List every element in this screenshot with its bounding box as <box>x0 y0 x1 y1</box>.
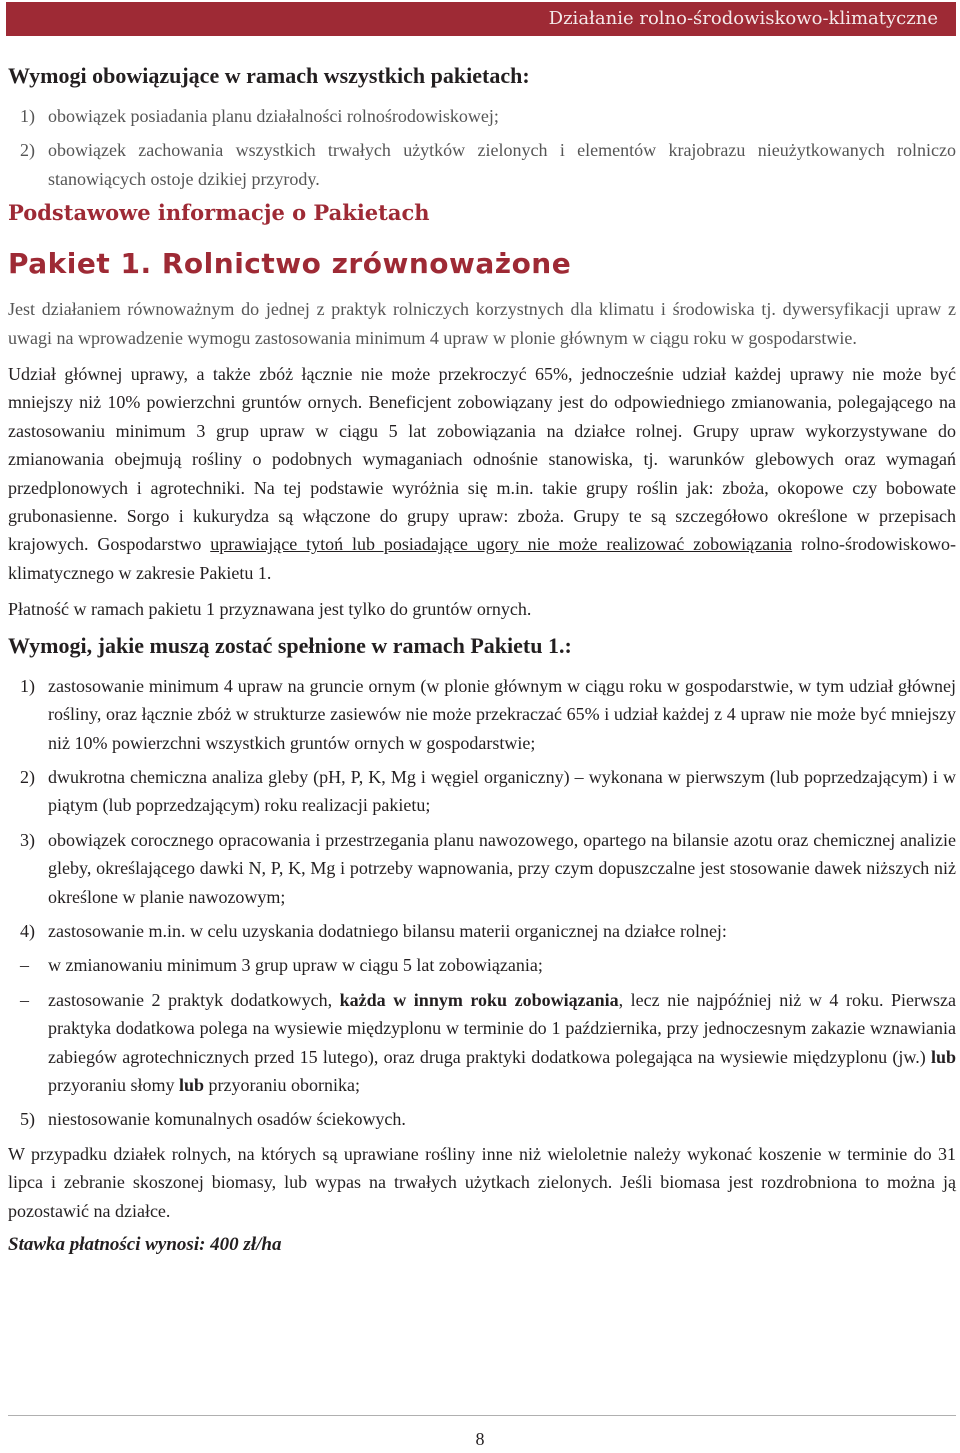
item-number: 2) <box>20 766 35 787</box>
item-number: 3) <box>20 829 35 850</box>
paragraph-text: rolno-środowiskowo-klimatycznego w zakresie Pakietu 1. <box>8 534 957 583</box>
payment-rate: Stawka płatności wynosi: 400 zł/ha <box>8 1234 282 1255</box>
general-requirements-list <box>8 102 956 193</box>
item-text: niestosowanie komunalnych osadów ściekowych. <box>48 1109 406 1130</box>
package-title: Pakiet 1. Rolnictwo zrównoważone <box>8 247 572 281</box>
payment-note: Płatność w ramach pakietu 1 przyznawana jest tylko do gruntów ornych. <box>8 599 532 620</box>
item-text: w zmianowaniu minimum 3 grup upraw w ciągu 5 lat zobowiązania; <box>48 955 543 976</box>
item-number: 5) <box>20 1109 35 1130</box>
header-bar <box>6 2 956 36</box>
item-text: obowiązek posiadania planu działalności rolnośrodowiskowej; <box>48 106 499 126</box>
item-number: 4) <box>20 920 35 941</box>
page-number: 8 <box>475 1429 485 1449</box>
item-text: zastosowanie minimum 4 upraw na gruncie ornym (w plonie głównym w ciągu roku w gospodarstwie, w tym udział głównej rośliny, oraz łącznie zbóż w strukturze zasiewów nie może przekraczać 65% i udział każdej z 4 upraw nie może być mniejszy niż 10% powierzchni wszystkich gruntów ornych w gospodarstwie; <box>48 675 956 753</box>
closing-paragraph: W przypadku działek rolnych, na których są uprawiane rośliny inne niż wieloletnie należy wykonać koszenie w terminie do 31 lipca i zebranie skoszonej biomasy, lub wypas na trwałych użytkach zielonych. Jeśli biomasa jest rozdrobniona to można ją pozostawić na działce. <box>8 1143 956 1221</box>
bold-text: lub <box>178 1074 205 1095</box>
item-text: dwukrotna chemiczna analiza gleby (pH, P, K, Mg i węgiel organiczny) – wykonana w pierwszym (lub poprzedzającym) i w piątym (lub poprzedzającym) roku realizacji pakietu; <box>48 766 956 816</box>
requirements-heading: Wymogi, jakie muszą zostać spełnione w ramach Pakietu 1.: <box>8 632 572 658</box>
general-requirements-heading: Wymogi obowiązujące w ramach wszystkich pakietach: <box>8 63 530 88</box>
header-title: Działanie rolno-środowiskowo-klimatyczne <box>548 8 938 29</box>
list-item <box>8 136 956 193</box>
item-number: 1) <box>20 675 35 696</box>
dash-bullet: – <box>20 989 29 1010</box>
basics-heading: Podstawowe informacje o Pakietach <box>8 200 430 226</box>
package-intro: Jest działaniem równoważnym do jednej z praktyk rolniczych korzystnych dla klimatu i środowiska tj. dywersyfikacji upraw z uwagi na wprowadzenie wymogu zastosowania minimum 4 upraw w plonie głównym w ciągu roku w gospodarstwie. <box>8 299 956 348</box>
footer-divider <box>8 1415 956 1416</box>
dash-bullet: – <box>20 955 29 976</box>
item-text: zastosowanie m.in. w celu uzyskania dodatniego bilansu materii organicznej na działce rolnej: <box>48 920 727 941</box>
bold-text: lub <box>930 1046 956 1067</box>
item-number: 1) <box>20 106 35 126</box>
requirements-list <box>8 672 956 1134</box>
item-number: 2) <box>20 140 35 161</box>
item-text: obowiązek corocznego opracowania i przestrzegania planu nawozowego, opartego na bilansie azotu oraz chemicznej analizie gleby, określającego dawki N, P, K, Mg i potrzeby wapnowania, przy czym dopuszczalne jest stosowanie dawek niższych niż określone w planie nawozowym; <box>48 829 956 907</box>
item-text: , lecz nie najpóźniej niż w 4 roku. Pierwsza praktyka dodatkowa polega na wysiewie międzyplonu w terminie do 1 października, przy jednoczesnym zakazie wznawiania zabiegów agrotechnicznych przed 15 lutego), oraz druga praktyki dodatkowa polegająca na wysiewie międzyplonu (jw.) <box>48 989 956 1067</box>
item-text: przyoraniu słomy <box>48 1074 179 1095</box>
item-text: zastosowanie 2 praktyk dodatkowych, <box>48 989 340 1010</box>
page-content <box>8 62 956 1259</box>
package-paragraph <box>8 360 956 587</box>
sub-list <box>8 951 956 1099</box>
item-text: przyoraniu obornika; <box>204 1074 360 1095</box>
list-item <box>8 1105 956 1133</box>
underlined-text: uprawiające tytoń lub posiadające ugory nie może realizować zobowiązania <box>210 534 793 555</box>
bold-text: każda w innym roku zobowiązania <box>339 989 619 1010</box>
list-item <box>8 763 956 820</box>
list-item <box>8 826 956 911</box>
sub-list-item <box>8 986 956 1100</box>
item-text: obowiązek zachowania wszystkich trwałych użytków zielonych i elementów krajobrazu nieużytkowanych rolniczo stanowiących ostoje dzikiej przyrody. <box>48 140 956 189</box>
list-item <box>8 917 956 1099</box>
list-item <box>8 672 956 757</box>
sub-list-item <box>8 951 956 979</box>
paragraph-text: Udział głównej uprawy, a także zbóż łącznie nie może przekroczyć 65%, jednocześnie udział każdej uprawy nie może być mniejszy niż 10% powierzchni gruntów ornych. Beneficjent zobowiązany jest do odpowiedniego zmianowania, polegającego na zastosowaniu minimum 3 grup upraw w ciągu 5 lat zobowiązania na działce rolnej. Grupy upraw wykorzystywane do zmianowania obejmują rośliny o podobnych wymaganiach odnośnie stanowiska, tj. warunków glebowych oraz wymagań przedplonowych i agrotechniki. Na tej podstawie wyróżnia się m.in. takie grupy roślin jak: zboża, okopowe czy bobowate grubonasienne. Sorgo i kukurydza są włączone do grupy upraw: zboża. Grupy te są szczegółowo określone w przepisach krajowych. Gospodarstwo <box>8 364 956 555</box>
item-line <box>8 917 956 945</box>
list-item <box>8 102 956 130</box>
